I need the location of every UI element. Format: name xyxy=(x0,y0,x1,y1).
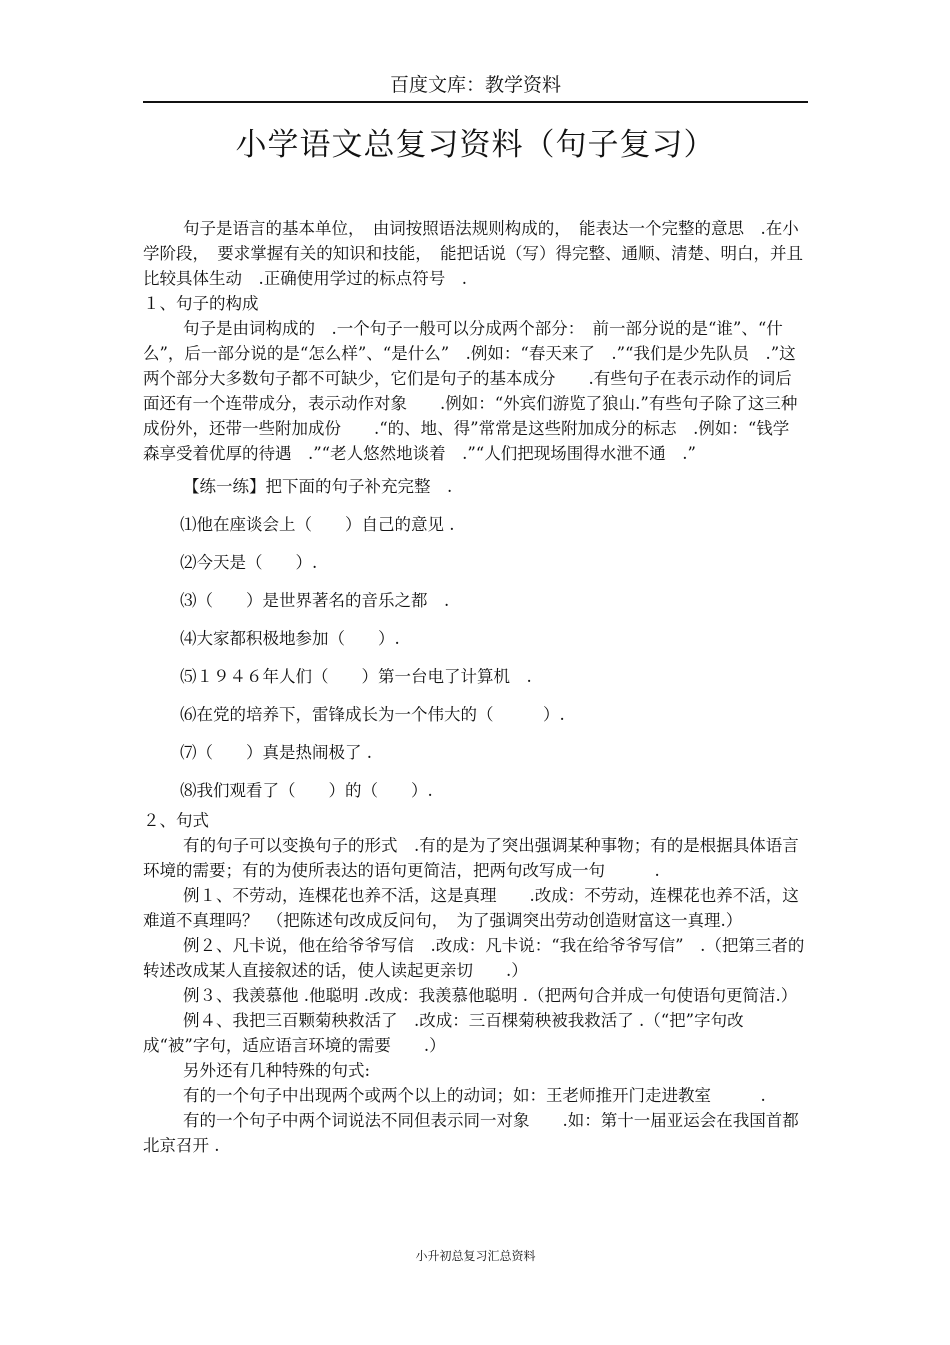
document-body xyxy=(143,216,805,1158)
example-2-paragraph: 例２、凡卡说，他在给爷爷写信 .改成：凡卡说：“我在给爷爷写信” .（把第三者的转述改成某人直接叙述的话，使人读起更亲切 .） xyxy=(143,936,805,980)
example-4-paragraph: 例４、我把三百颗菊秧救活了 .改成：三百棵菊秧被我救活了 .（“把”字句改成“被”字句，适应语言环境的需要 .） xyxy=(143,1011,744,1055)
special-form-paragraph: 有的一个句子中出现两个或两个以上的动词；如：王老师推开门走进教室 . xyxy=(183,1086,766,1105)
exercise-item: ⑴他在座谈会上（ ）自己的意见 . xyxy=(180,515,455,534)
section-1-heading: １、句子的构成 xyxy=(143,294,259,313)
example-3-paragraph: 例３、我羡慕他 .他聪明 .改成：我羡慕他聪明 .（把两句合并成一句使语句更简洁.） xyxy=(183,986,798,1005)
section-1-paragraph: 句子是由词构成的 .一个句子一般可以分成两个部分： 前一部分说的是“谁”、“什么”，后一部分说的是“怎么样”、“是什么” .例如：“春天来了 .”“我们是少先队员 .”这两个部分大多数句子都不可缺少，它们是句子的基本成分 .有些句子在表示动作的词后面还有一个连带成分，表示动作对象 .例如：“外宾们游览了狼山.”有些句子除了这三种成份外，还带一些附加成份 .“的、地、得”常常是这些附加成分的标志 .例如：“钱学森享受着优厚的待遇 .”“老人悠然地谈着 .”“人们把现场围得水泄不通 .” xyxy=(143,319,798,463)
section-2-heading: ２、句式 xyxy=(143,811,209,830)
example-1-paragraph: 例１、不劳动，连棵花也养不活，这是真理 .改成：不劳动，连棵花也养不活，这难道不真理吗？ （把陈述句改成反问句， 为了强调突出劳动创造财富这一真理.） xyxy=(143,886,799,930)
exercise-item: ⑷大家都积极地参加（ ）. xyxy=(180,629,400,648)
exercise-item: ⑶（ ）是世界著名的音乐之都 . xyxy=(180,591,450,610)
special-form-paragraph: 有的一个句子中两个词说法不同但表示同一对象 .如：第十一届亚运会在我国首都北京召开 . xyxy=(143,1111,799,1155)
page-footer: 小升初总复习汇总资料 xyxy=(415,1249,536,1263)
section-2-paragraph: 有的句子可以变换句子的形式 .有的是为了突出强调某种事物；有的是根据具体语言环境的需要；有的为使所表达的语句更简洁，把两句改写成一句 . xyxy=(143,836,799,880)
special-forms-intro: 另外还有几种特殊的句式: xyxy=(183,1061,371,1080)
exercise-item: ⑺（ ）真是热闹极了 . xyxy=(180,743,372,762)
header-divider xyxy=(143,101,808,103)
exercise-item: ⑹在党的培养下，雷锋成长为一个伟大的（ ）. xyxy=(180,705,565,724)
exercise-title: 【练一练】把下面的句子补充完整 . xyxy=(183,477,453,496)
exercise-item: ⑻我们观看了（ ）的（ ）. xyxy=(180,781,433,800)
exercise-item: ⑸１９４６年人们（ ）第一台电了计算机 . xyxy=(180,667,532,686)
document-title: 小学语文总复习资料（句子复习） xyxy=(235,127,716,163)
page-header: 百度文库：教学资料 xyxy=(389,74,561,96)
intro-paragraph: 句子是语言的基本单位， 由词按照语法规则构成的， 能表达一个完整的意思 .在小学阶段， 要求掌握有关的知识和技能， 能把话说（写）得完整、通顺、清楚、明白，并且比较具体生动 .正确使用学过的标点符号 . xyxy=(143,219,803,288)
exercise-item: ⑵今天是（ ）. xyxy=(180,553,318,572)
